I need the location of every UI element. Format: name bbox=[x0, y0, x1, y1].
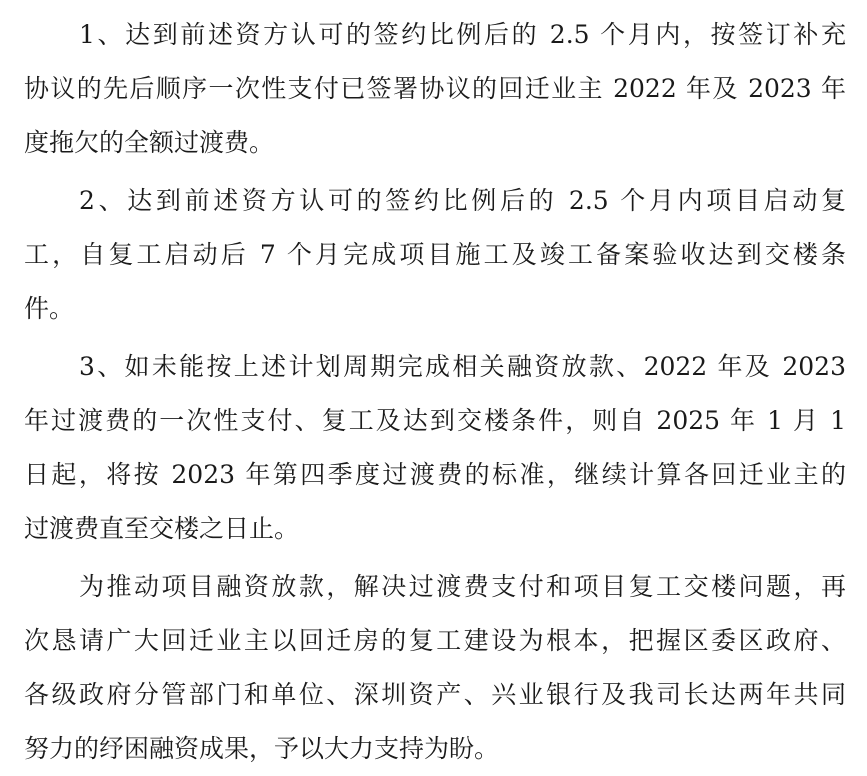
paragraph-line: 3、如未能按上述计划周期完成相关融资放款、2022 年及 2023 bbox=[79, 352, 846, 381]
paragraph-item-3 bbox=[24, 340, 846, 556]
paragraph-line: 2、达到前述资方认可的签约比例后的 2.5 个月内项目启动复 bbox=[79, 186, 846, 215]
paragraph-item-2 bbox=[24, 174, 846, 336]
paragraph-line: 度拖欠的全额过渡费。 bbox=[24, 128, 275, 157]
paragraph-line: 年过渡费的一次性支付、复工及达到交楼条件，则自 2025 年 1 月 1 bbox=[24, 406, 846, 435]
paragraph-line: 努力的纾困融资成果，予以大力支持为盼。 bbox=[24, 734, 500, 763]
paragraph-line: 各级政府分管部门和单位、深圳资产、兴业银行及我司长达两年共同 bbox=[24, 680, 846, 709]
paragraph-line: 过渡费直至交楼之日止。 bbox=[24, 514, 300, 543]
paragraph-line: 件。 bbox=[24, 294, 75, 323]
paragraph-line: 1、达到前述资方认可的签约比例后的 2.5 个月内，按签订补充 bbox=[79, 20, 846, 49]
paragraph-line: 工，自复工启动后 7 个月完成项目施工及竣工备案验收达到交楼条 bbox=[24, 240, 846, 269]
paragraph-line: 日起，将按 2023 年第四季度过渡费的标准，继续计算各回迁业主的 bbox=[24, 460, 846, 489]
paragraph-line: 次恳请广大回迁业主以回迁房的复工建设为根本，把握区委区政府、 bbox=[24, 626, 846, 655]
paragraph-item-1 bbox=[24, 8, 846, 170]
document-body bbox=[24, 8, 846, 776]
paragraph-line: 为推动项目融资放款，解决过渡费支付和项目复工交楼问题，再 bbox=[79, 572, 846, 601]
paragraph-line: 协议的先后顺序一次性支付已签署协议的回迁业主 2022 年及 2023 年 bbox=[24, 74, 846, 103]
paragraph-appeal bbox=[24, 560, 846, 776]
